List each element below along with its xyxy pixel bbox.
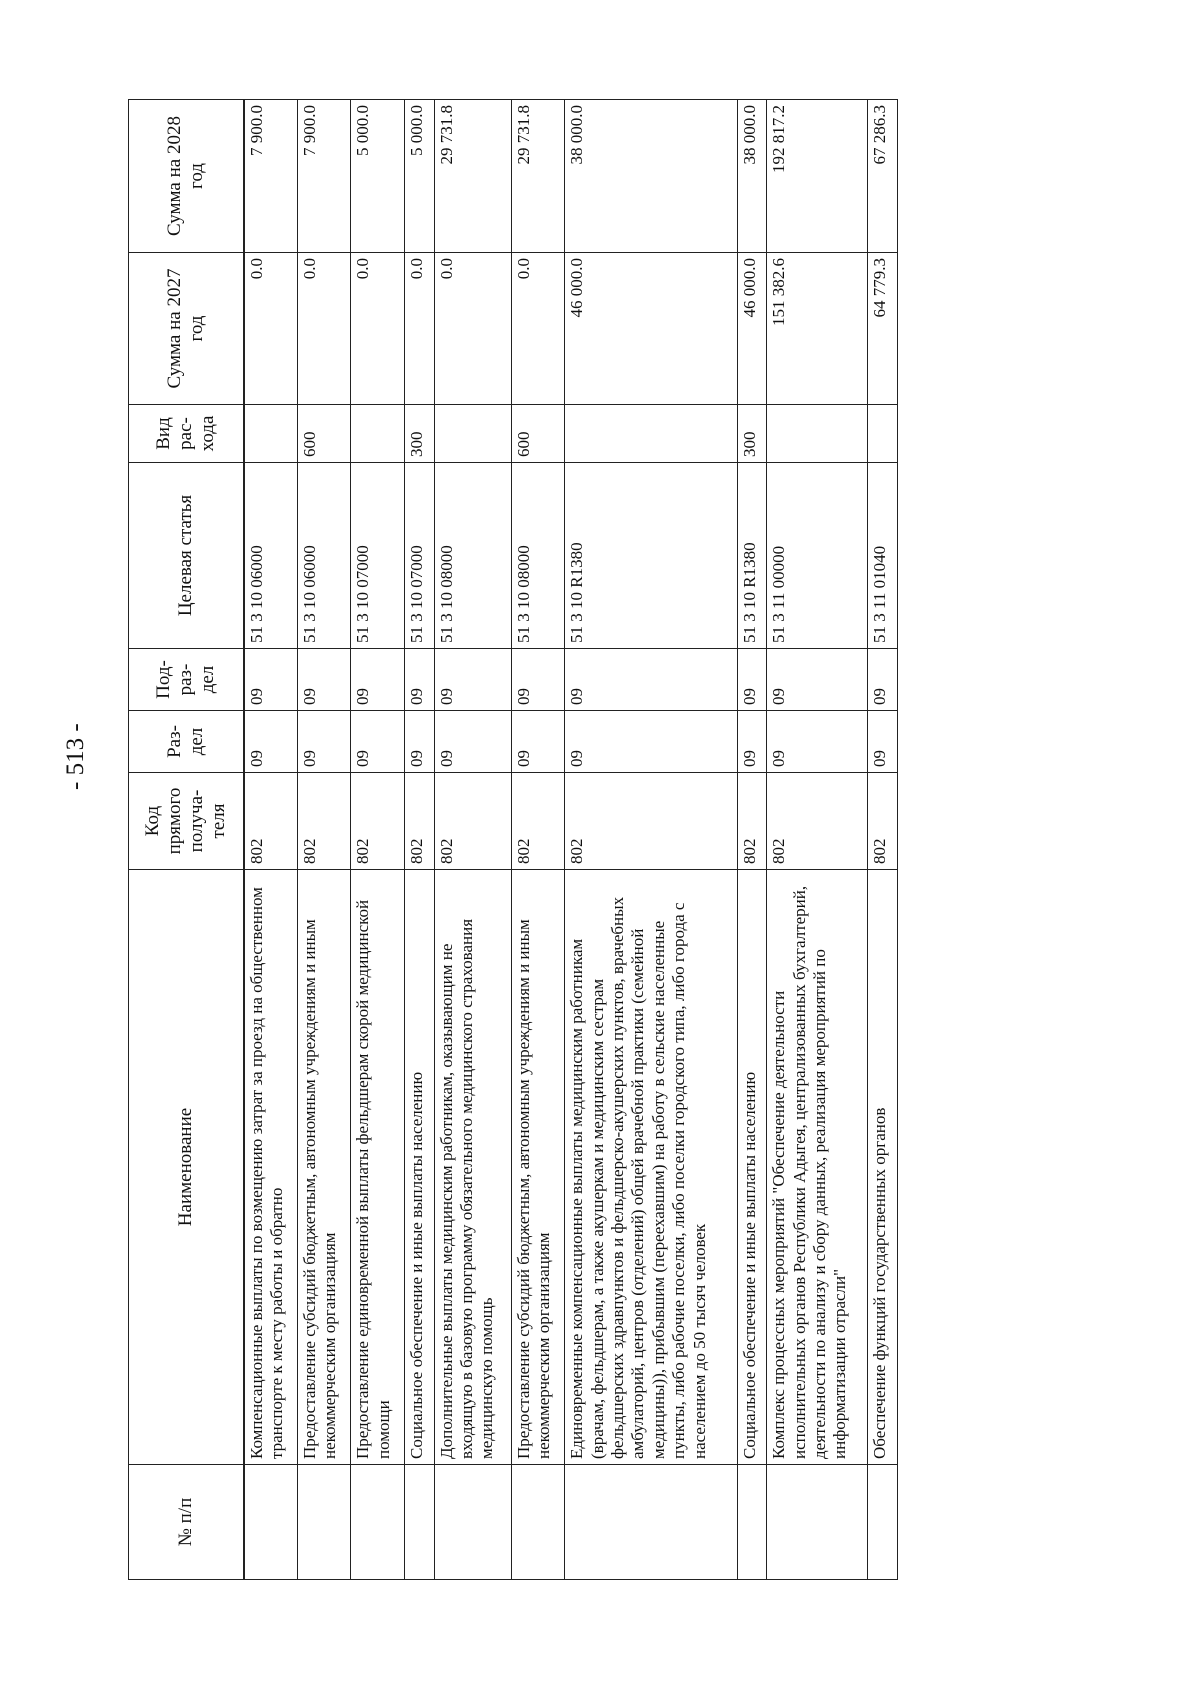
header-sum2027: Сумма на 2027 год xyxy=(129,253,244,405)
cell-name: Предоставление единовременной выплаты фельдшерам скорой медицинской помощи xyxy=(351,870,404,1465)
cell-sum2027: 64 779.3 xyxy=(868,253,898,405)
cell-num xyxy=(767,1465,868,1580)
cell-target: 51 3 10 06000 xyxy=(298,463,351,649)
cell-sum2028: 7 900.0 xyxy=(244,100,298,253)
cell-target: 51 3 10 07000 xyxy=(351,463,404,649)
cell-sum2028: 29 731.8 xyxy=(434,100,511,253)
cell-recipient: 802 xyxy=(351,773,404,870)
header-sum2028: Сумма на 2028 год xyxy=(129,100,244,253)
table-row xyxy=(404,100,434,1580)
cell-name: Социальное обеспечение и иные выплаты населению xyxy=(737,870,767,1465)
cell-recipient: 802 xyxy=(868,773,898,870)
table-row xyxy=(511,100,564,1580)
cell-recipient: 802 xyxy=(767,773,868,870)
header-num: № п/п xyxy=(129,1465,244,1580)
cell-target: 51 3 10 07000 xyxy=(404,463,434,649)
cell-section: 09 xyxy=(565,711,737,773)
header-name: Наименование xyxy=(129,870,244,1465)
cell-expense: 600 xyxy=(511,405,564,463)
cell-sum2028: 192 817.2 xyxy=(767,100,868,253)
cell-sum2027: 46 000.0 xyxy=(565,253,737,405)
cell-target: 51 3 10 R1380 xyxy=(737,463,767,649)
cell-sum2027: 0.0 xyxy=(511,253,564,405)
cell-target: 51 3 10 R1380 xyxy=(565,463,737,649)
cell-subsection: 09 xyxy=(244,649,298,711)
cell-recipient: 802 xyxy=(434,773,511,870)
cell-name: Дополнительные выплаты медицинским работникам, оказывающим не входящую в базовую программу обязательного медицинского страхования медицинскую помощь xyxy=(434,870,511,1465)
cell-name: Комплекс процессных мероприятий "Обеспечение деятельности исполнительных органов Республики Адыгея, централизованных бухгалтерий, деятельности по анализу и сбору данных, реализация мероприятий по информатизации отрасли" xyxy=(767,870,868,1465)
table-row xyxy=(351,100,404,1580)
cell-num xyxy=(868,1465,898,1580)
cell-sum2028: 67 286.3 xyxy=(868,100,898,253)
cell-section: 09 xyxy=(351,711,404,773)
cell-section: 09 xyxy=(767,711,868,773)
cell-section: 09 xyxy=(511,711,564,773)
cell-name: Единовременные компенсационные выплаты медицинским работникам (врачам, фельдшерам, а также акушеркам и медицинским сестрам фельдшерских здравпунктов и фельдшерско-акушерских пунктов, врачебных амбулаторий, центров (отделений) общей врачебной практики (семейной медицины)), прибывшим (переехавшим) на работу в сельские населенные пункты, либо рабочие поселки, либо поселки городского типа, либо города с населением до 50 тысяч человек xyxy=(565,870,737,1465)
cell-subsection: 09 xyxy=(767,649,868,711)
header-expense: Вид рас-хода xyxy=(129,405,244,463)
header-subsection: Под-раз-дел xyxy=(129,649,244,711)
cell-num xyxy=(404,1465,434,1580)
cell-sum2028: 5 000.0 xyxy=(404,100,434,253)
cell-name: Предоставление субсидий бюджетным, автономным учреждениям и иным некоммерческим организациям xyxy=(298,870,351,1465)
cell-expense: 600 xyxy=(298,405,351,463)
cell-num xyxy=(565,1465,737,1580)
cell-sum2028: 38 000.0 xyxy=(565,100,737,253)
header-section: Раз-дел xyxy=(129,711,244,773)
cell-expense: 300 xyxy=(404,405,434,463)
cell-expense xyxy=(767,405,868,463)
cell-recipient: 802 xyxy=(244,773,298,870)
cell-sum2028: 5 000.0 xyxy=(351,100,404,253)
cell-target: 51 3 10 08000 xyxy=(511,463,564,649)
cell-num xyxy=(298,1465,351,1580)
cell-expense xyxy=(868,405,898,463)
cell-sum2027: 46 000.0 xyxy=(737,253,767,405)
cell-sum2028: 38 000.0 xyxy=(737,100,767,253)
cell-name: Социальное обеспечение и иные выплаты населению xyxy=(404,870,434,1465)
cell-subsection: 09 xyxy=(565,649,737,711)
cell-recipient: 802 xyxy=(404,773,434,870)
budget-table xyxy=(128,99,898,1580)
table-row xyxy=(767,100,868,1580)
header-recipient: Код прямого получа-теля xyxy=(129,773,244,870)
cell-sum2028: 29 731.8 xyxy=(511,100,564,253)
cell-name: Предоставление субсидий бюджетным, автономным учреждениям и иным некоммерческим организациям xyxy=(511,870,564,1465)
cell-expense xyxy=(244,405,298,463)
cell-sum2027: 0.0 xyxy=(404,253,434,405)
cell-expense xyxy=(351,405,404,463)
cell-num xyxy=(737,1465,767,1580)
cell-subsection: 09 xyxy=(298,649,351,711)
cell-target: 51 3 11 01040 xyxy=(868,463,898,649)
cell-expense xyxy=(565,405,737,463)
table-row xyxy=(434,100,511,1580)
cell-section: 09 xyxy=(868,711,898,773)
table-row xyxy=(298,100,351,1580)
header-target: Целевая статья xyxy=(129,463,244,649)
cell-sum2027: 0.0 xyxy=(244,253,298,405)
cell-recipient: 802 xyxy=(565,773,737,870)
cell-target: 51 3 10 06000 xyxy=(244,463,298,649)
cell-subsection: 09 xyxy=(404,649,434,711)
cell-expense xyxy=(434,405,511,463)
cell-section: 09 xyxy=(244,711,298,773)
table-header-row xyxy=(129,100,244,1580)
cell-recipient: 802 xyxy=(511,773,564,870)
cell-recipient: 802 xyxy=(298,773,351,870)
table-row xyxy=(868,100,898,1580)
cell-subsection: 09 xyxy=(434,649,511,711)
table-row xyxy=(565,100,737,1580)
table-row xyxy=(737,100,767,1580)
budget-table-container xyxy=(128,100,898,1580)
cell-subsection: 09 xyxy=(868,649,898,711)
cell-sum2027: 0.0 xyxy=(351,253,404,405)
cell-recipient: 802 xyxy=(737,773,767,870)
cell-num xyxy=(351,1465,404,1580)
cell-num xyxy=(511,1465,564,1580)
cell-section: 09 xyxy=(404,711,434,773)
cell-sum2028: 7 900.0 xyxy=(298,100,351,253)
cell-name: Компенсационные выплаты по возмещению затрат за проезд на общественном транспорте к месту работы и обратно xyxy=(244,870,298,1465)
cell-num xyxy=(244,1465,298,1580)
cell-subsection: 09 xyxy=(737,649,767,711)
cell-target: 51 3 11 00000 xyxy=(767,463,868,649)
cell-sum2027: 151 382.6 xyxy=(767,253,868,405)
page-number: - 513 - xyxy=(62,723,89,790)
cell-subsection: 09 xyxy=(351,649,404,711)
cell-sum2027: 0.0 xyxy=(298,253,351,405)
cell-expense: 300 xyxy=(737,405,767,463)
cell-name: Обеспечение функций государственных органов xyxy=(868,870,898,1465)
cell-section: 09 xyxy=(298,711,351,773)
cell-sum2027: 0.0 xyxy=(434,253,511,405)
cell-target: 51 3 10 08000 xyxy=(434,463,511,649)
cell-section: 09 xyxy=(434,711,511,773)
table-row xyxy=(244,100,298,1580)
cell-num xyxy=(434,1465,511,1580)
cell-subsection: 09 xyxy=(511,649,564,711)
cell-section: 09 xyxy=(737,711,767,773)
